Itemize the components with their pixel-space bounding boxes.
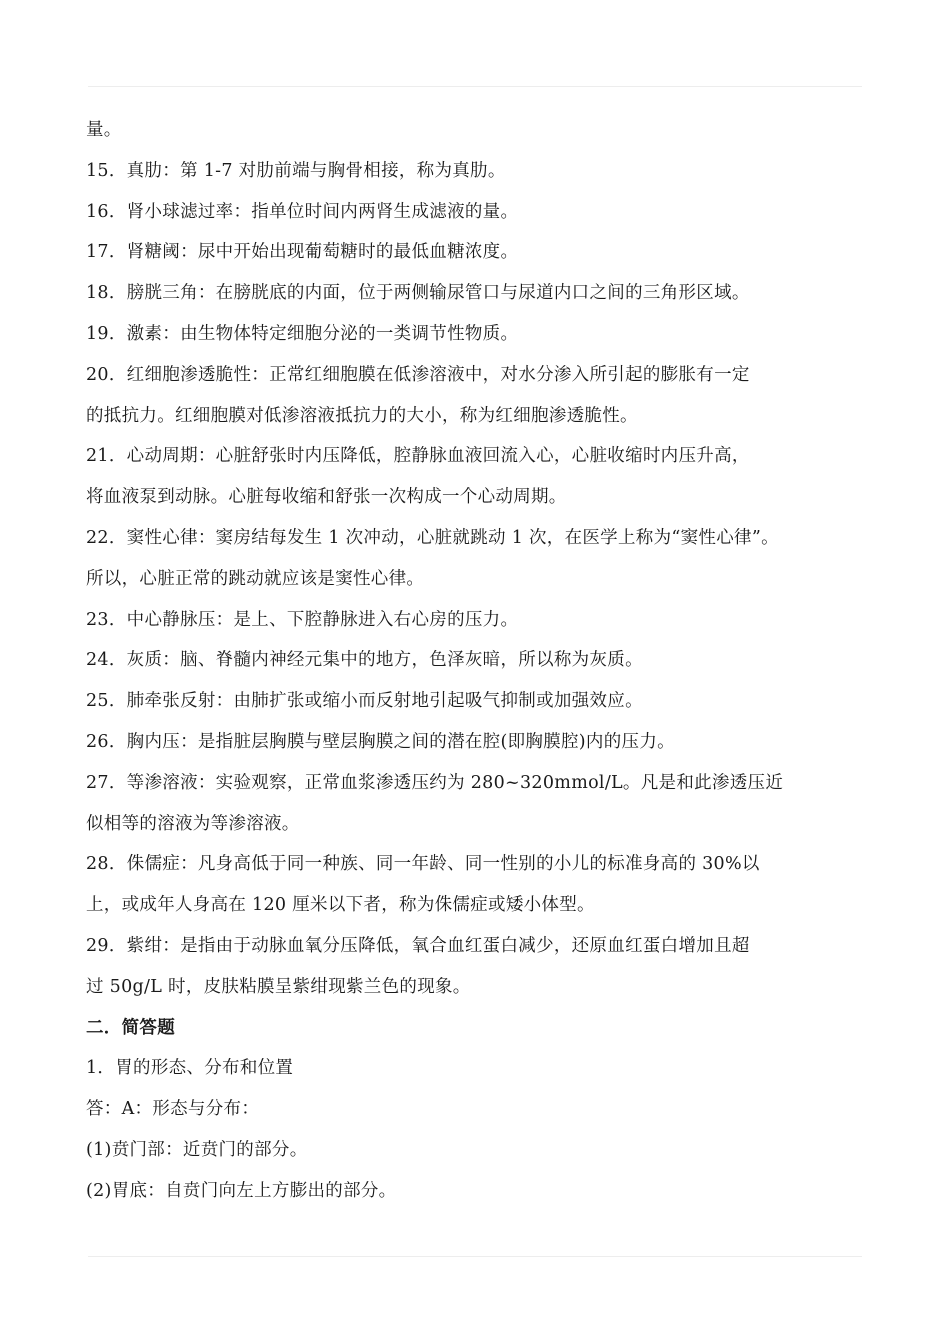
header-rule — [88, 86, 862, 87]
text-line: 所以，心脏正常的跳动就应该是窦性心律。 — [86, 568, 425, 589]
text-line: 29．紫绀：是指由于动脉血氧分压降低，氧合血红蛋白减少，还原血红蛋白增加且超 — [86, 935, 750, 956]
text-line: 16．肾小球滤过率：指单位时间内两肾生成滤液的量。 — [86, 201, 519, 222]
text-line: 28．侏儒症：凡身高低于同一种族、同一年龄、同一性别的小儿的标准身高的 30%以 — [86, 854, 760, 875]
text-line: 量。 — [86, 120, 122, 140]
text-line: 的抵抗力。红细胞膜对低渗溶液抵抗力的大小，称为红细胞渗透脆性。 — [86, 405, 638, 426]
text-line: 将血液泵到动脉。心脏每收缩和舒张一次构成一个心动周期。 — [86, 487, 567, 508]
text-line: 似相等的溶液为等渗溶液。 — [86, 813, 300, 834]
section-heading: 二．简答题 — [86, 1017, 175, 1038]
text-line: 27．等渗溶液：实验观察，正常血浆渗透压约为 280~320mmol/L。凡是和此渗透压近 — [86, 772, 784, 793]
text-line: 上，或成年人身高在 120 厘米以下者，称为侏儒症或矮小体型。 — [86, 895, 595, 916]
text-line: 18．膀胱三角：在膀胱底的内面，位于两侧输尿管口与尿道内口之间的三角形区域。 — [86, 283, 750, 304]
text-line: 24．灰质：脑、脊髓内神经元集中的地方，色泽灰暗，所以称为灰质。 — [86, 650, 643, 671]
text-line: 15．真肋：第 1-7 对肋前端与胸骨相接，称为真肋。 — [86, 160, 506, 181]
text-line: 25．肺牵张反射：由肺扩张或缩小而反射地引起吸气抑制或加强效应。 — [86, 691, 643, 712]
text-line: 过 50g/L 时，皮肤粘膜呈紫绀现紫兰色的现象。 — [86, 976, 471, 997]
text-line: 23．中心静脉压：是上、下腔静脉进入右心房的压力。 — [86, 609, 519, 630]
text-line: 26．胸内压：是指脏层胸膜与壁层胸膜之间的潜在腔(即胸膜腔)内的压力。 — [86, 731, 675, 752]
text-line: (2)胃底：自贲门向左上方膨出的部分。 — [86, 1180, 397, 1201]
footer-rule — [88, 1256, 862, 1257]
text-line: 22．窦性心律：窦房结每发生 1 次冲动，心脏就跳动 1 次，在医学上称为“窦性心律”。 — [86, 527, 779, 548]
text-line: 17．肾糖阈：尿中开始出现葡萄糖时的最低血糖浓度。 — [86, 242, 519, 263]
text-line: 20．红细胞渗透脆性：正常红细胞膜在低渗溶液中，对水分渗入所引起的膨胀有一定 — [86, 364, 750, 385]
text-line: 21．心动周期：心脏舒张时内压降低，腔静脉血液回流入心，心脏收缩时内压升高， — [86, 446, 750, 467]
text-line: 答：A：形态与分布： — [86, 1099, 260, 1120]
text-line: 19．激素：由生物体特定细胞分泌的一类调节性物质。 — [86, 323, 519, 344]
document-body — [86, 110, 876, 1212]
text-line: (1)贲门部：近贲门的部分。 — [86, 1139, 308, 1160]
text-line: 1．胃的形态、分布和位置 — [86, 1058, 294, 1079]
